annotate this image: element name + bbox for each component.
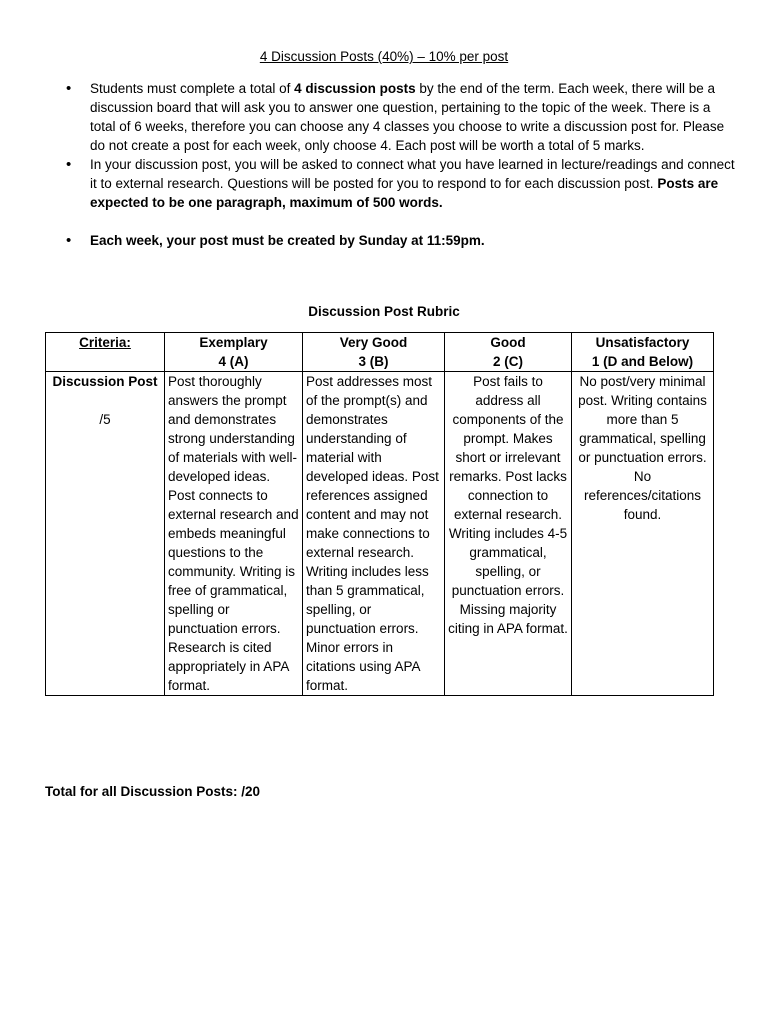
page-title: 4 Discussion Posts (40%) – 10% per post — [259, 49, 509, 64]
bullet-bold-text: 4 discussion posts — [294, 81, 416, 96]
very-good-cell: Post addresses most of the prompt(s) and demonstrates understanding of material with developed ideas. Post references assigned content and may not make connections to external research. Writing includes less than 5 grammatical, spelling, or punctuation errors. Minor errors in citations using APA format. — [303, 372, 445, 696]
score-value: /5 — [99, 412, 111, 427]
header-very-good: Very Good 3 (B) — [303, 333, 445, 372]
bullet-bold-text: Posts are expected to be one paragraph, maximum of 500 words. — [90, 176, 719, 210]
list-item — [66, 231, 736, 250]
rubric-table — [45, 332, 714, 696]
bullet-text: In your discussion post, you will be asked to connect what you have learned in lecture/readings and connect it to external research. Questions will be posted for you to respond to for each discussion post. — [90, 157, 735, 191]
list-item — [66, 79, 736, 155]
header-criteria: Criteria: — [46, 333, 165, 372]
bullet-bold-text: Each week, your post must be created by Sunday at 11:59pm. — [90, 233, 485, 248]
exemplary-cell: Post thoroughly answers the prompt and demonstrates strong understanding of materials with well-developed ideas. Post connects to external research and embeds meaningful questions to the community. Writing is free of grammatical, spelling or punctuation errors. Research is cited appropriately in APA format. — [165, 372, 303, 696]
good-cell: Post fails to address all components of the prompt. Makes short or irrelevant remarks. Post lacks connection to external research. Writing includes 4-5 grammatical, spelling, or punctuation errors. Missing majority citing in APA format. — [445, 372, 572, 696]
table-row — [46, 372, 714, 696]
list-item — [66, 155, 736, 212]
requirements-list — [66, 79, 736, 250]
total-summary: Total for all Discussion Posts: /20 — [45, 784, 261, 799]
criteria-cell: Discussion Post /5 — [46, 372, 165, 696]
bullet-text: by the end of the term. Each week, there will be a discussion board that will ask you to answer one question, pertaining to the topic of the week. There is a total of 6 weeks, therefore you can choose any 4 classes you choose to write a discussion post for. Please do not create a post for each week, only choose 4. Each post will be worth a total of 5 marks. — [90, 81, 725, 153]
header-exemplary: Exemplary 4 (A) — [165, 333, 303, 372]
rubric-title: Discussion Post Rubric — [308, 304, 460, 319]
header-unsatisfactory: Unsatisfactory 1 (D and Below) — [572, 333, 714, 372]
bullet-text: Students must complete a total of — [90, 81, 295, 96]
header-good: Good 2 (C) — [445, 333, 572, 372]
table-header-row — [46, 333, 714, 372]
unsatisfactory-cell: No post/very minimal post. Writing contains more than 5 grammatical, spelling or punctuation errors. No references/citations found. — [572, 372, 714, 696]
